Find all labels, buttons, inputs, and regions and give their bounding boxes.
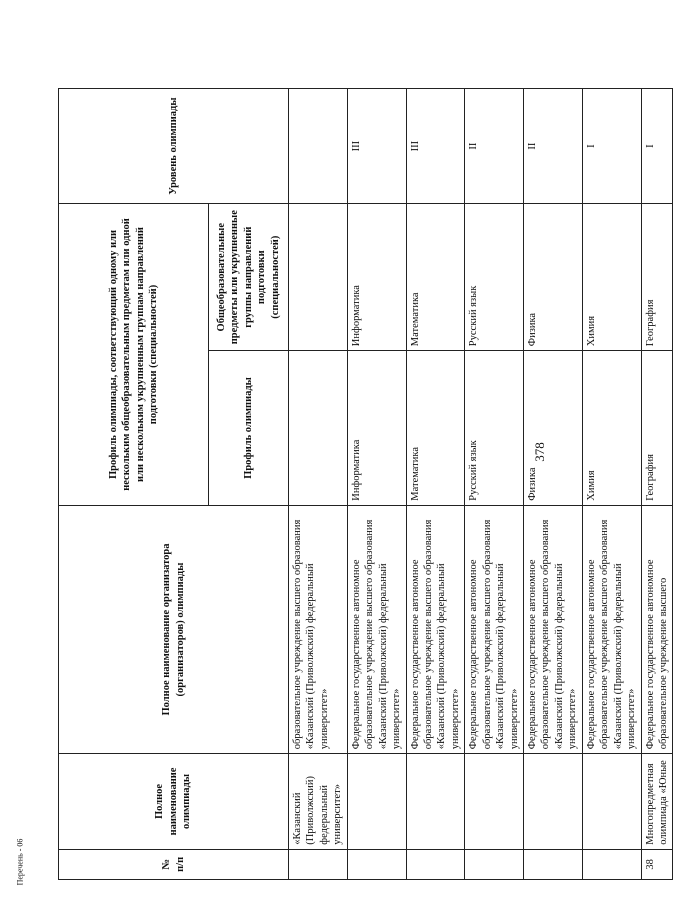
header-organizer: Полное наименование организатора (организаторов) олимпиады [59, 505, 289, 754]
header-profile-group: Профиль олимпиады, соответствующий одному или нескольким общеобразовательным предметам или одной или нескольким укрупненным группам направлений подготовки (специальностей) [59, 204, 209, 506]
cell-olympiad [582, 754, 641, 849]
cell-level: I [641, 89, 673, 204]
olympiad-table-container [58, 88, 669, 880]
cell-olympiad [406, 754, 465, 849]
header-level: Уровень олимпиады [59, 89, 289, 204]
page-number: 378 [532, 442, 547, 462]
table-row [524, 89, 583, 880]
table-row [465, 89, 524, 880]
olympiad-table [58, 88, 673, 880]
cell-num [465, 849, 524, 879]
cell-level: II [524, 89, 583, 204]
footer-code: Перечень - 06 [15, 838, 25, 886]
cell-subjects: Химия [582, 204, 641, 351]
header-olympiad-name: Полное наименование олимпиады [59, 754, 289, 849]
cell-level [289, 89, 348, 204]
cell-num [524, 849, 583, 879]
cell-profile: Физика [524, 351, 583, 506]
cell-organizer: образовательное учреждение высшего образования «Казанский (Приволжский) федеральный университет» [289, 505, 348, 754]
table-row [641, 89, 673, 880]
header-subjects: Общеобразовательные предметы или укрупненные группы направлений подготовки (специальностей) [209, 204, 289, 351]
cell-num [347, 849, 406, 879]
cell-olympiad [465, 754, 524, 849]
cell-olympiad: Многопредметная олимпиада «Юные [641, 754, 673, 849]
rotated-table-frame [58, 88, 669, 880]
cell-level: I [582, 89, 641, 204]
header-num: № п/п [59, 849, 289, 879]
header-profile: Профиль олимпиады [209, 351, 289, 506]
cell-profile: Русский язык [465, 351, 524, 506]
cell-profile [289, 351, 348, 506]
table-row [289, 89, 348, 880]
cell-num [289, 849, 348, 879]
cell-num [582, 849, 641, 879]
cell-organizer: Федеральное государственное автономное образовательное учреждение высшего образования «Казанский (Приволжский) федеральный университет» [524, 505, 583, 754]
cell-profile: География [641, 351, 673, 506]
cell-subjects: Информатика [347, 204, 406, 351]
cell-level: III [347, 89, 406, 204]
cell-subjects [289, 204, 348, 351]
cell-profile: Информатика [347, 351, 406, 506]
cell-profile: Химия [582, 351, 641, 506]
cell-subjects: Математика [406, 204, 465, 351]
cell-num: 38 [641, 849, 673, 879]
cell-subjects: География [641, 204, 673, 351]
cell-olympiad: «Казанский (Приволжский) федеральный университет» [289, 754, 348, 849]
cell-subjects: Русский язык [465, 204, 524, 351]
cell-profile: Математика [406, 351, 465, 506]
table-row [347, 89, 406, 880]
cell-organizer: Федеральное государственное автономное образовательное учреждение высшего [641, 505, 673, 754]
cell-olympiad [524, 754, 583, 849]
cell-olympiad [347, 754, 406, 849]
table-row [582, 89, 641, 880]
cell-organizer: Федеральное государственное автономное образовательное учреждение высшего образования «Казанский (Приволжский) федеральный университет» [406, 505, 465, 754]
cell-level: III [406, 89, 465, 204]
header-row-main [59, 89, 209, 880]
cell-num [406, 849, 465, 879]
cell-organizer: Федеральное государственное автономное образовательное учреждение высшего образования «Казанский (Приволжский) федеральный университет» [582, 505, 641, 754]
table-row [406, 89, 465, 880]
cell-organizer: Федеральное государственное автономное образовательное учреждение высшего образования «Казанский (Приволжский) федеральный университет» [465, 505, 524, 754]
cell-subjects: Физика [524, 204, 583, 351]
cell-organizer: Федеральное государственное автономное образовательное учреждение высшего образования «Казанский (Приволжский) федеральный университет» [347, 505, 406, 754]
cell-level: II [465, 89, 524, 204]
